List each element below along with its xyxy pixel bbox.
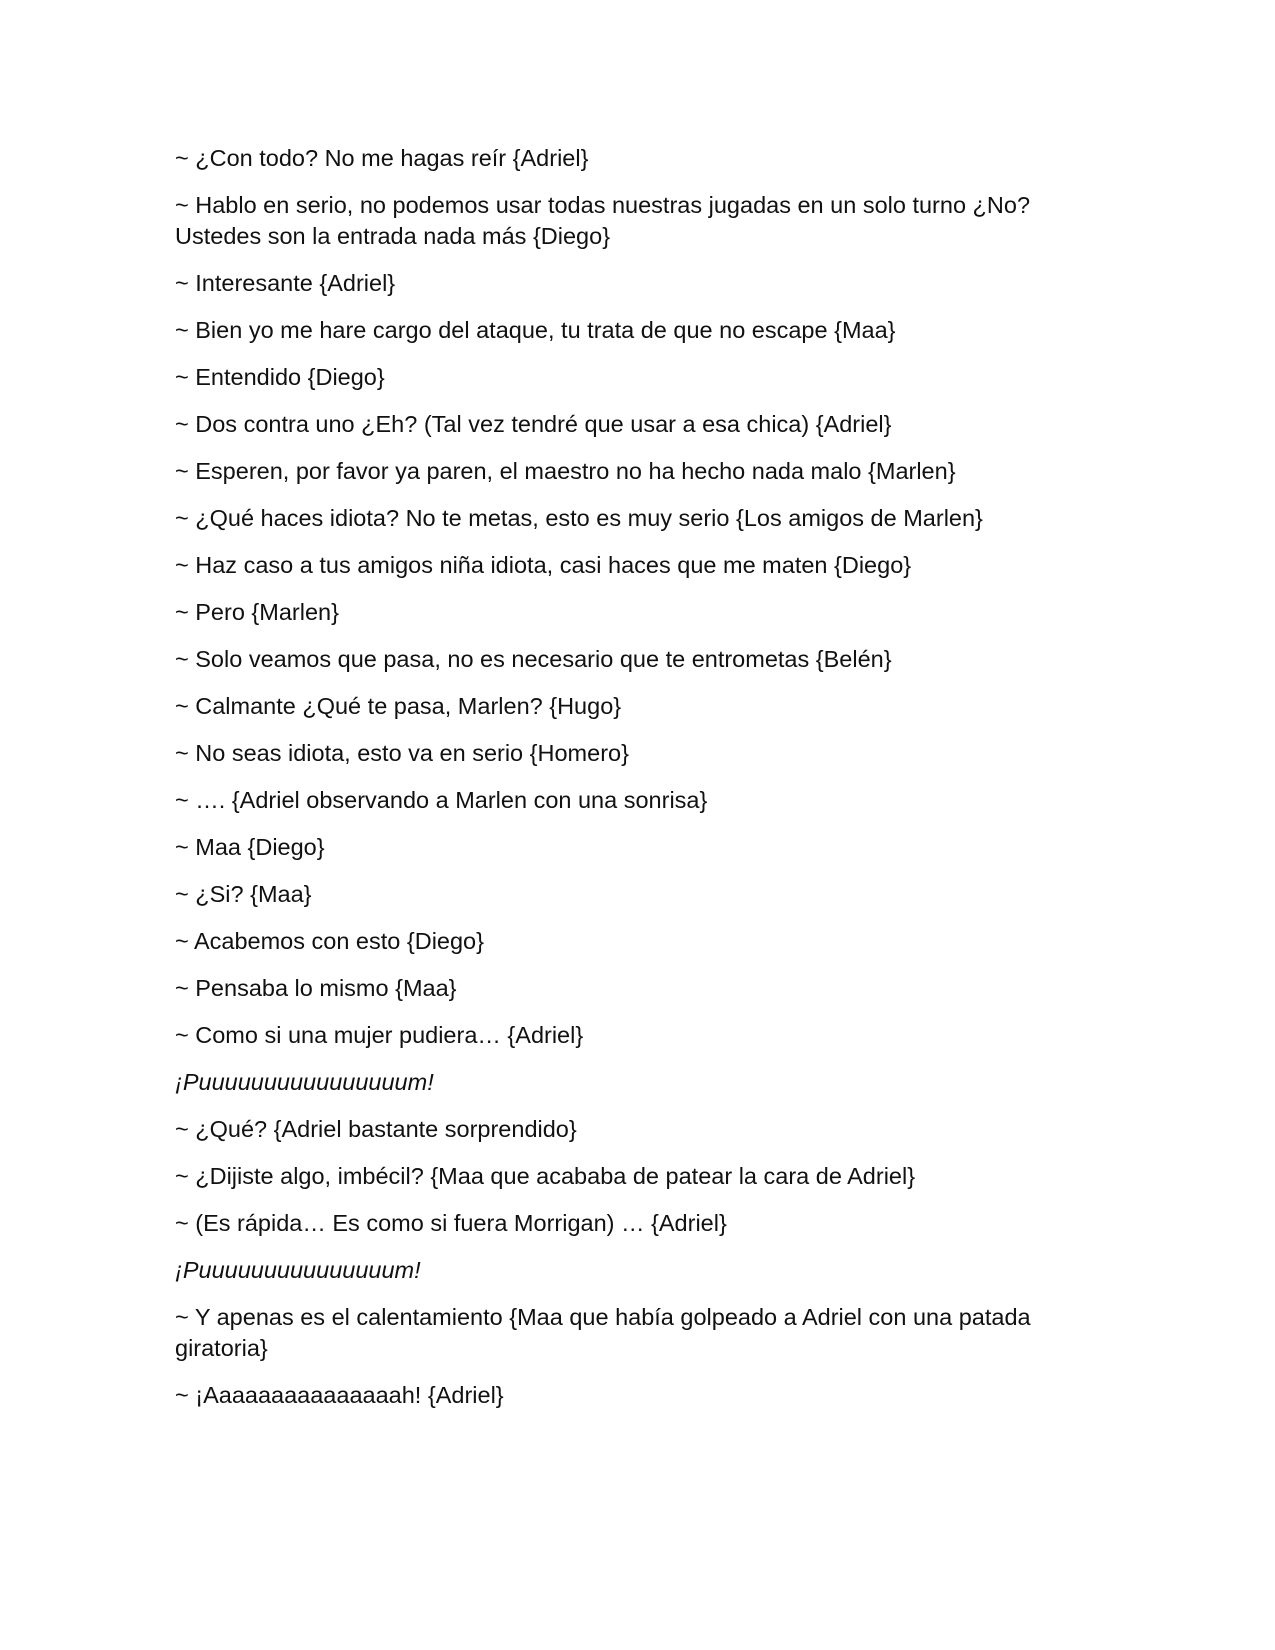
dialogue-line: ~ Esperen, por favor ya paren, el maestro no ha hecho nada malo {Marlen} xyxy=(175,458,956,484)
sound-effect-line: ¡Puuuuuuuuuuuuuuuum! xyxy=(175,1069,434,1095)
dialogue-line: ~ Haz caso a tus amigos niña idiota, casi haces que me maten {Diego} xyxy=(175,552,912,578)
dialogue-line: ~ ¿Con todo? No me hagas reír {Adriel} xyxy=(175,145,589,171)
dialogue-line: ~ Y apenas es el calentamiento {Maa que había golpeado a Adriel con una patada giratoria} xyxy=(175,1304,1031,1361)
dialogue-line: ~ ¿Qué haces idiota? No te metas, esto es muy serio {Los amigos de Marlen} xyxy=(175,505,983,531)
dialogue-line: ~ …. {Adriel observando a Marlen con una sonrisa} xyxy=(175,787,708,813)
dialogue-line: ~ Bien yo me hare cargo del ataque, tu trata de que no escape {Maa} xyxy=(175,317,896,343)
dialogue-line: ~ Interesante {Adriel} xyxy=(175,270,396,296)
dialogue-line: ~ ¡Aaaaaaaaaaaaaaah! {Adriel} xyxy=(175,1382,504,1408)
dialogue-line: ~ Solo veamos que pasa, no es necesario que te entrometas {Belén} xyxy=(175,646,892,672)
dialogue-line: ~ Como si una mujer pudiera… {Adriel} xyxy=(175,1022,584,1048)
dialogue-line: ~ ¿Si? {Maa} xyxy=(175,881,312,907)
dialogue-line: ~ ¿Qué? {Adriel bastante sorprendido} xyxy=(175,1116,577,1142)
dialogue-line: ~ Acabemos con esto {Diego} xyxy=(175,928,484,954)
sound-effect-line: ¡Puuuuuuuuuuuuuuum! xyxy=(175,1257,421,1283)
dialogue-line: ~ Maa {Diego} xyxy=(175,834,325,860)
dialogue-line: ~ No seas idiota, esto va en serio {Homero} xyxy=(175,740,629,766)
dialogue-line: ~ Hablo en serio, no podemos usar todas nuestras jugadas en un solo turno ¿No? Ustedes son la entrada nada más {Diego} xyxy=(175,192,1031,249)
document-body xyxy=(175,143,1095,1427)
dialogue-line: ~ Pensaba lo mismo {Maa} xyxy=(175,975,457,1001)
dialogue-line: ~ (Es rápida… Es como si fuera Morrigan) … {Adriel} xyxy=(175,1210,727,1236)
dialogue-line: ~ Pero {Marlen} xyxy=(175,599,339,625)
dialogue-line: ~ Entendido {Diego} xyxy=(175,364,385,390)
dialogue-line: ~ Calmante ¿Qué te pasa, Marlen? {Hugo} xyxy=(175,693,622,719)
dialogue-line: ~ ¿Dijiste algo, imbécil? {Maa que acababa de patear la cara de Adriel} xyxy=(175,1163,916,1189)
dialogue-line: ~ Dos contra uno ¿Eh? (Tal vez tendré que usar a esa chica) {Adriel} xyxy=(175,411,892,437)
